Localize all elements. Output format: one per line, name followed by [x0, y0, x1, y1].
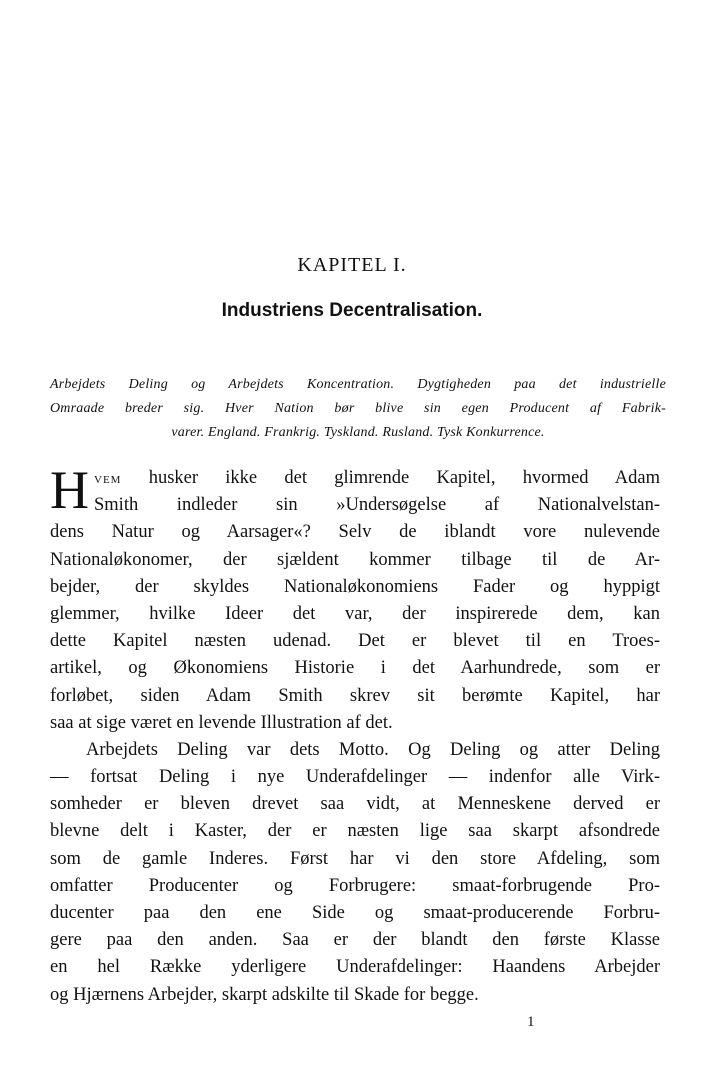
body-line: ducenter paa den ene Side og smaat-producerende Forbru-	[50, 903, 660, 923]
body-line: Nationaløkonomer, der sjældent kommer tilbage til de Ar-	[50, 549, 660, 570]
body-line: blevne delt i Kaster, der er næsten lige saa skarpt afsondrede	[50, 821, 660, 842]
body-line: forløbet, siden Adam Smith skrev sit berømte Kapitel, har	[50, 685, 660, 706]
chapter-heading: KAPITEL I.	[297, 254, 407, 276]
body-line: — fortsat Deling i nye Underafdelinger — indenfor alle Virk-	[50, 767, 660, 788]
body-line: Arbejdets Deling var dets Motto. Og Deling og atter Deling	[86, 739, 660, 760]
chapter-summary	[50, 373, 666, 445]
body-line: og Hjærnens Arbejder, skarpt adskilte til Skade for begge.	[50, 984, 479, 1005]
body-line: omfatter Producenter og Forbrugere: smaat-forbrugende Pro-	[50, 875, 660, 896]
chapter-subtitle: Industriens Decentralisation.	[221, 300, 483, 321]
body-line: artikel, og Økonomiens Historie i det Aarhundrede, som er	[50, 658, 660, 679]
body-line: som de gamle Inderes. Først har vi den store Afdeling, som	[50, 848, 660, 869]
drop-cap: H	[50, 460, 89, 520]
body-line: gere paa den anden. Saa er der blandt den første Klasse	[50, 930, 660, 951]
body-line: en hel Række yderligere Underafdelinger: Haandens Arbejder	[50, 957, 660, 978]
body-line	[50, 465, 660, 492]
body-line: somheder er bleven drevet saa vidt, at Menneskene derved er	[50, 794, 660, 815]
body-line: dens Natur og Aarsager«? Selv de iblandt vore nulevende	[50, 522, 660, 543]
body-line: Smith indleder sin »Undersøgelse af Nationalvelstan-	[94, 495, 660, 516]
page-number: 1	[527, 1014, 535, 1030]
summary-line: varer. England. Frankrig. Tyskland. Rusland. Tysk Konkurrence.	[171, 425, 545, 440]
body-line: dette Kapitel næsten udenad. Det er blevet til en Troes-	[50, 631, 660, 652]
summary-line: Arbejdets Deling og Arbejdets Koncentration. Dygtigheden paa det industrielle	[50, 377, 666, 392]
first-line-rest: husker ikke det glimrende Kapitel, hvormed Adam	[121, 468, 660, 488]
first-word: vem	[94, 470, 122, 487]
body-line: glemmer, hvilke Ideer det var, der inspirerede dem, kan	[50, 603, 660, 624]
body-line: saa at sige været en levende Illustration af det.	[50, 712, 393, 733]
summary-line: Omraade breder sig. Hver Nation bør blive sin egen Producent af Fabrik-	[50, 401, 666, 416]
body-text	[50, 460, 660, 1009]
body-line: bejder, der skyldes Nationaløkonomiens Fader og hyppigt	[50, 576, 660, 597]
